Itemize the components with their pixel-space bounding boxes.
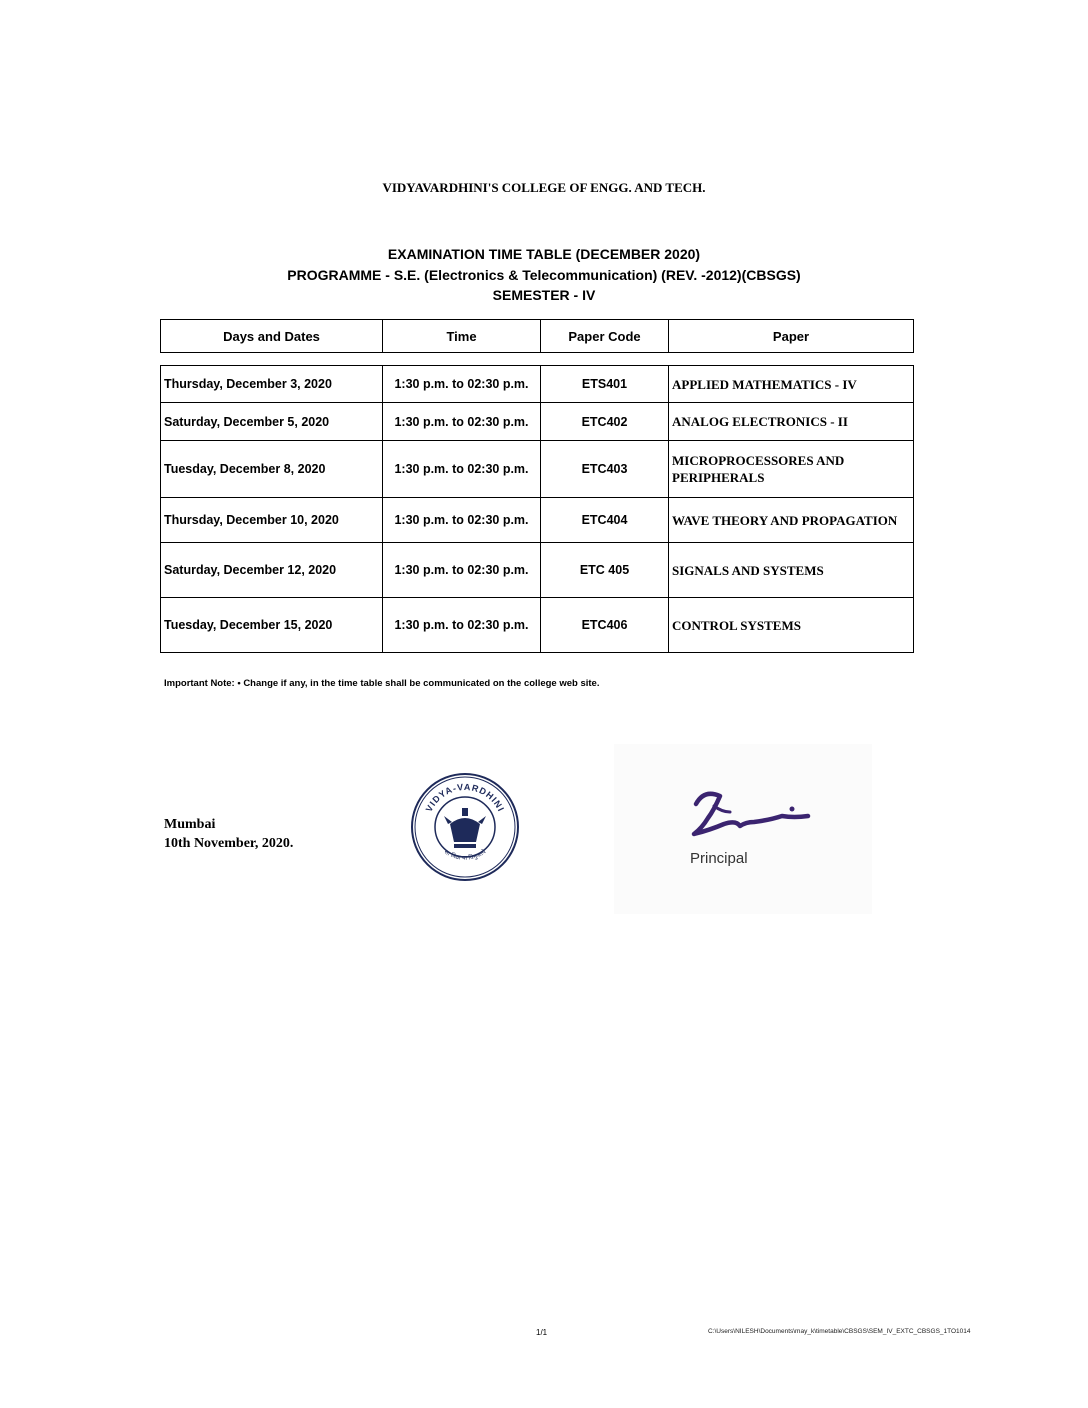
row-paper: APPLIED MATHEMATICS - IV xyxy=(669,366,914,403)
row-paper: MICROPROCESSORES AND PERIPHERALS xyxy=(669,441,914,498)
row-time: 1:30 p.m. to 02:30 p.m. xyxy=(383,441,541,498)
row-code: ETC 405 xyxy=(541,543,669,598)
table-row xyxy=(161,403,914,441)
issue-date: 10th November, 2020. xyxy=(164,836,294,851)
svg-text:सा विद्या या विमुक्तये xyxy=(443,847,488,862)
row-date: Thursday, December 3, 2020 xyxy=(161,366,383,403)
row-paper: CONTROL SYSTEMS xyxy=(669,598,914,653)
row-time: 1:30 p.m. to 02:30 p.m. xyxy=(383,543,541,598)
row-code: ETC404 xyxy=(541,498,669,543)
table-spacer xyxy=(161,353,914,366)
row-paper: WAVE THEORY AND PROPAGATION xyxy=(669,498,914,543)
exam-title: EXAMINATION TIME TABLE (DECEMBER 2020) xyxy=(387,246,701,262)
timetable xyxy=(160,319,914,653)
row-date: Thursday, December 10, 2020 xyxy=(161,498,383,543)
row-code: ETC402 xyxy=(541,403,669,441)
college-name: VIDYAVARDHINI'S COLLEGE OF ENGG. AND TECH. xyxy=(382,180,706,195)
row-time: 1:30 p.m. to 02:30 p.m. xyxy=(383,403,541,441)
principal-signature xyxy=(674,784,824,854)
table-row xyxy=(161,366,914,403)
semester-line: SEMESTER - IV xyxy=(492,287,596,303)
col-header-time: Time xyxy=(383,320,541,353)
table-header-row xyxy=(161,320,914,353)
row-date: Tuesday, December 15, 2020 xyxy=(161,598,383,653)
seal-motto: सा विद्या या विमुक्तये xyxy=(442,848,488,862)
table-row xyxy=(161,441,914,498)
important-note: Important Note: • Change if any, in the time table shall be communicated on the college web site. xyxy=(164,678,600,689)
signature-block xyxy=(614,744,872,914)
seal-text: VIDYA-VARDHINI xyxy=(423,781,507,814)
row-code: ETC406 xyxy=(541,598,669,653)
row-code: ETS401 xyxy=(541,366,669,403)
row-time: 1:30 p.m. to 02:30 p.m. xyxy=(383,498,541,543)
table-row xyxy=(161,598,914,653)
row-code: ETC403 xyxy=(541,441,669,498)
row-date: Saturday, December 12, 2020 xyxy=(161,543,383,598)
col-header-paper: Paper xyxy=(669,320,914,353)
signatory-title: Principal xyxy=(690,850,748,867)
place-text: Mumbai xyxy=(164,817,216,832)
table-row xyxy=(161,498,914,543)
row-time: 1:30 p.m. to 02:30 p.m. xyxy=(383,366,541,403)
place-and-date xyxy=(164,815,293,853)
table-row xyxy=(161,543,914,598)
row-paper: ANALOG ELECTRONICS - II xyxy=(669,403,914,441)
col-header-dates: Days and Dates xyxy=(161,320,383,353)
row-paper: SIGNALS AND SYSTEMS xyxy=(669,543,914,598)
col-header-code: Paper Code xyxy=(541,320,669,353)
college-seal-logo xyxy=(410,772,520,882)
row-date: Tuesday, December 8, 2020 xyxy=(161,441,383,498)
programme-line: PROGRAMME - S.E. (Electronics & Telecommunication) (REV. -2012)(CBSGS) xyxy=(287,267,801,283)
row-time: 1:30 p.m. to 02:30 p.m. xyxy=(383,598,541,653)
page-number: 1/1 xyxy=(536,1328,548,1337)
file-path: C:\Users\NILESH\Documents\may_k\timetable\CBSGS\SEM_IV_EXTC_CBSGS_1TO1014 xyxy=(708,1328,971,1335)
row-date: Saturday, December 5, 2020 xyxy=(161,403,383,441)
